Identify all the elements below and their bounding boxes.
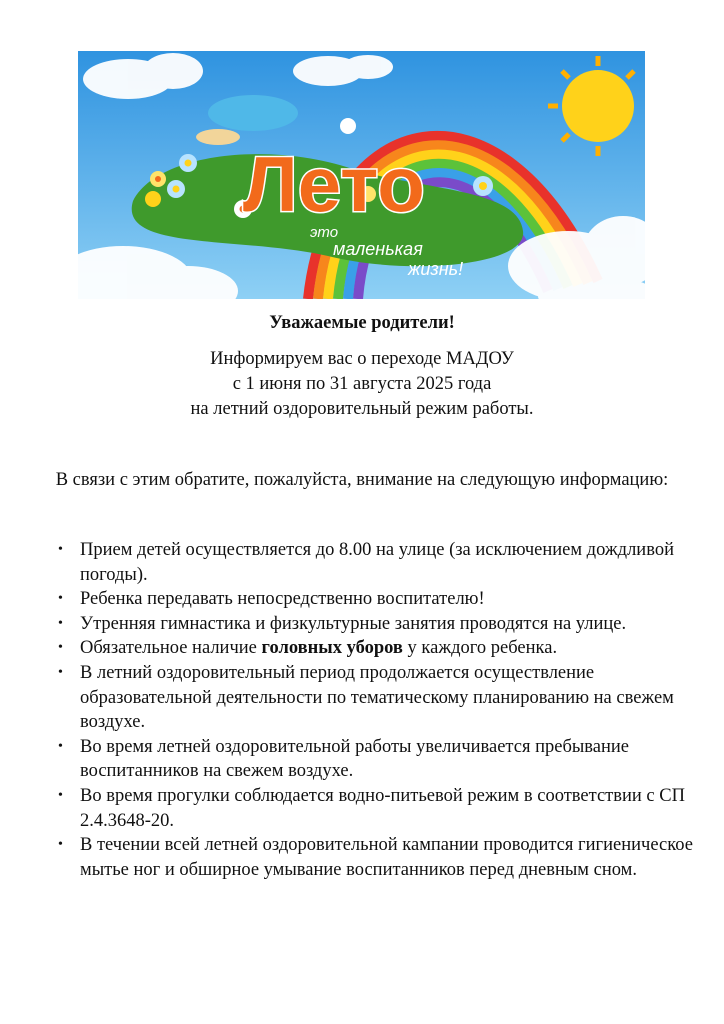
list-item (58, 735, 698, 784)
list-item (58, 636, 698, 661)
bullet-icon: • (58, 738, 63, 754)
list-item (58, 612, 698, 637)
rule-text: Во время прогулки соблюдается водно-питьевой режим в соответствии с СП 2.4.3648-20. (80, 785, 685, 831)
rule-text-before: Обязательное наличие (80, 638, 262, 659)
list-item (58, 661, 698, 735)
intro-line-2: с 1 июня по 31 августа 2025 года (232, 374, 492, 394)
bullet-icon: • (58, 787, 63, 803)
bullet-icon: • (58, 542, 63, 557)
logo-subtitle-3: жизнь! (408, 259, 464, 279)
logo-subtitle-2: маленькая (333, 239, 423, 259)
rule-text: Прием детей осуществляется до 8.00 на улице (за исключением дождливой погоды). (80, 540, 674, 585)
summer-banner (78, 51, 645, 299)
bullet-icon: • (58, 615, 63, 631)
bullet-icon: • (58, 640, 63, 656)
intro-block (0, 347, 724, 422)
list-item (58, 538, 698, 587)
rule-text-bold: головных уборов (261, 638, 403, 659)
rule-text: В течении всей летней оздоровительной кампании проводится гигиеническое мытье ног и обширное умывание воспитанников перед дневным сном. (80, 835, 693, 880)
bullet-icon: • (58, 837, 63, 853)
logo-subtitle-1: это (310, 224, 339, 241)
logo-title: Лето (243, 140, 425, 228)
rule-text: Ребенка передавать непосредственно воспитателю! (80, 589, 485, 610)
bullet-icon: • (58, 664, 63, 680)
rule-text: В летний оздоровительный период продолжается осуществление образовательной деятельности по тематическому планированию на свежем воздухе. (80, 662, 674, 733)
greeting-heading: Уважаемые родители! (269, 313, 455, 333)
rule-text: Во время летней оздоровительной работы увеличивается пребывание воспитанников на свежем воздухе. (80, 736, 630, 782)
list-item (58, 587, 698, 612)
bullet-icon: • (58, 591, 63, 607)
rules-list (58, 538, 698, 882)
rule-text: Утренняя гимнастика и физкультурные занятия проводятся на улице. (80, 613, 627, 634)
intro-line-1: Информируем вас о переходе МАДОУ (210, 349, 514, 369)
summer-illustration (78, 51, 645, 299)
attention-paragraph: В связи с этим обратите, пожалуйста, внимание на следующую информацию: (55, 470, 669, 490)
rule-text-after: у каждого ребенка. (402, 638, 558, 659)
intro-line-3: на летний оздоровительный режим работы. (190, 399, 534, 419)
list-item (58, 784, 698, 833)
list-item (58, 833, 698, 882)
